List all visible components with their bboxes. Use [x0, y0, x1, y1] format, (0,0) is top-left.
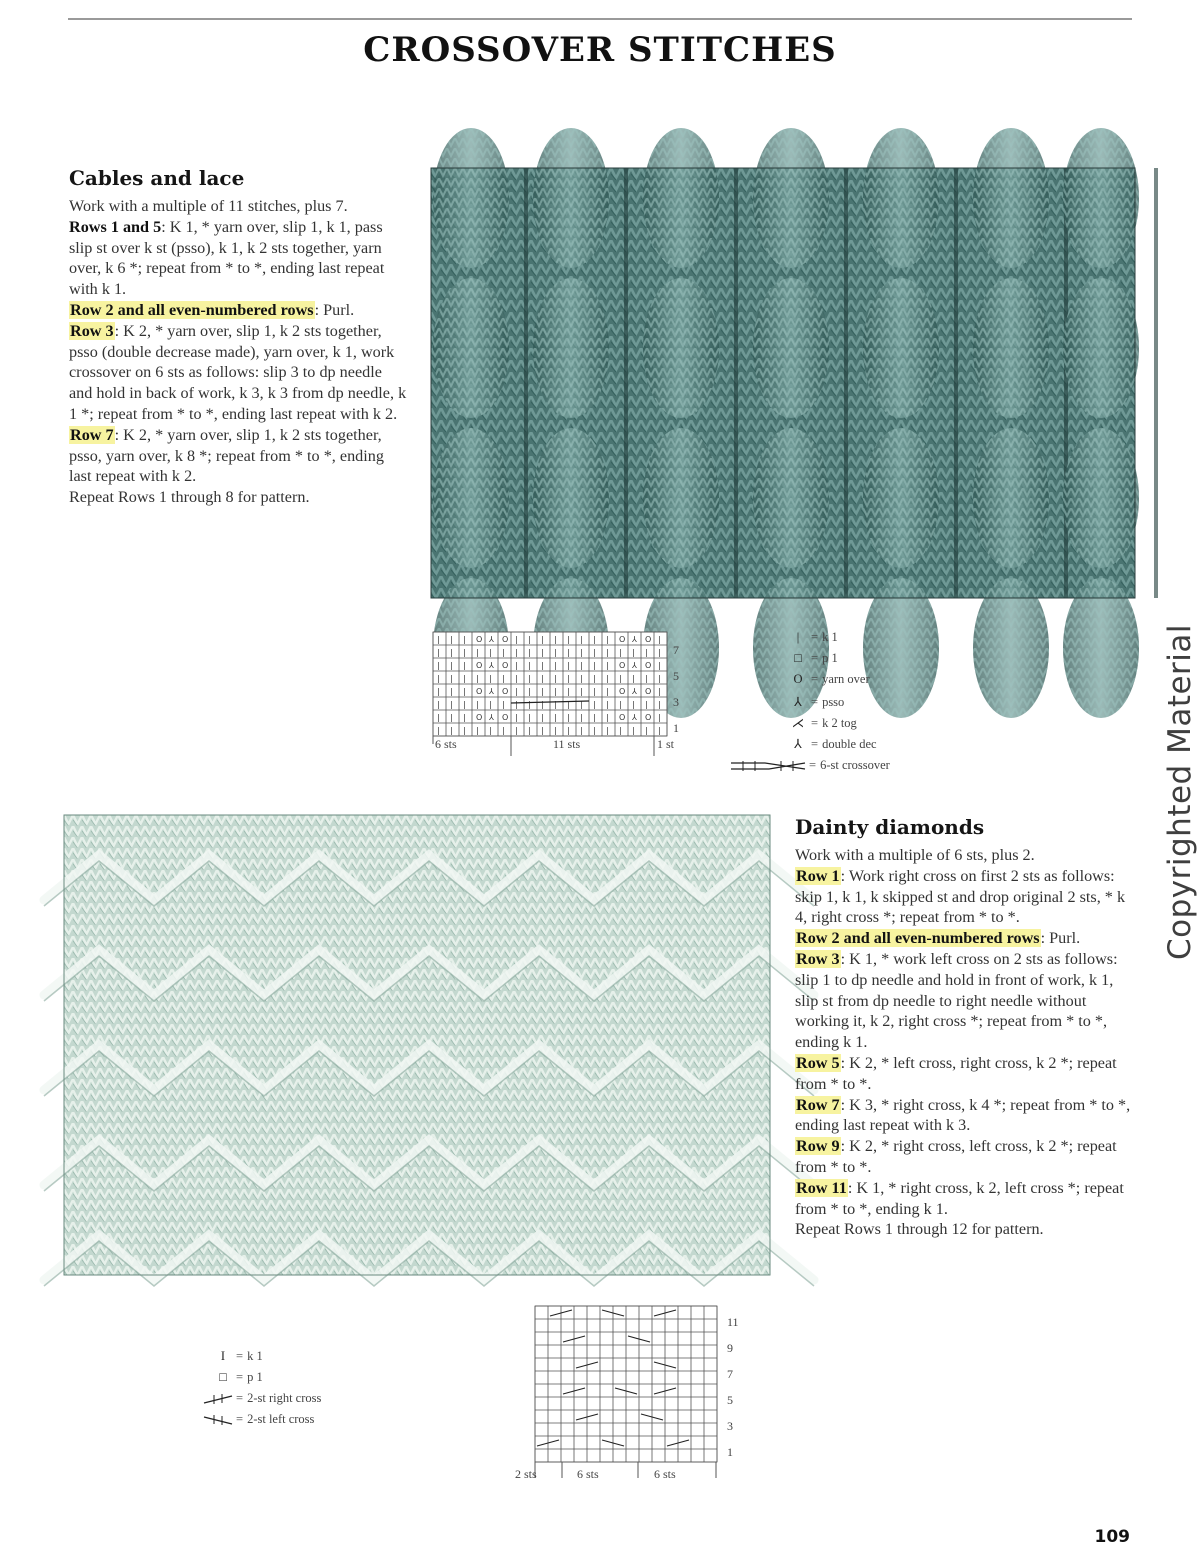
chart-symbol: | — [567, 726, 570, 735]
chart-symbol: | — [541, 726, 544, 735]
legend-double-dec: ⅄ = double dec — [787, 736, 877, 752]
row-label: Row 7 — [70, 425, 114, 444]
chart-symbol: | — [658, 700, 661, 709]
instruction-row — [69, 300, 409, 321]
diamonds-instructions — [795, 815, 1135, 1240]
cable-texture — [753, 428, 829, 568]
cables-instructions — [69, 166, 409, 508]
chart-symbol: ⅄ — [632, 635, 637, 644]
top-rule — [68, 18, 1132, 20]
chart-symbol: | — [593, 648, 596, 657]
chart-symbol: ⅄ — [489, 635, 494, 644]
diamonds-footer-6sts-b: 6 sts — [654, 1467, 676, 1481]
row-text: : Purl. — [1040, 929, 1081, 948]
chart-symbol: O — [619, 713, 626, 722]
chart-symbol: | — [515, 635, 518, 644]
cable-texture — [533, 428, 609, 568]
chart-symbol: O — [476, 713, 483, 722]
chart-symbol: | — [528, 713, 531, 722]
row-label: Rows 1 and 5 — [69, 217, 162, 236]
row-text: : K 2, * left cross, right cross, k 2 *; repeat from * to *. — [795, 1053, 1117, 1093]
instruction-row — [795, 949, 1135, 1053]
cables-row-1: 1 — [673, 721, 679, 735]
instruction-row — [795, 1178, 1135, 1220]
chart-symbol: | — [619, 648, 622, 657]
chart-symbol: | — [645, 700, 648, 709]
knit-icon: I — [220, 1349, 226, 1363]
chart-symbol: | — [450, 713, 453, 722]
chart-symbol: | — [580, 661, 583, 670]
row-text: : K 2, * yarn over, slip 1, k 2 sts together, psso, yarn over, k 8 *; repeat from * to *, ending last repeat with k 2. — [69, 425, 384, 486]
chart-symbol: | — [567, 674, 570, 683]
diamonds-closing: Repeat Rows 1 through 12 for pattern. — [795, 1220, 1044, 1239]
right-cross-icon — [202, 1393, 234, 1405]
chart-symbol: | — [541, 674, 544, 683]
chart-symbol: | — [463, 661, 466, 670]
instruction-row — [795, 866, 1135, 928]
chart-symbol: O — [645, 635, 652, 644]
chart-symbol: | — [502, 648, 505, 657]
row-label: Row 11 — [796, 1178, 847, 1197]
chart-symbol: | — [606, 700, 609, 709]
chart-symbol: | — [450, 648, 453, 657]
chart-symbol: | — [619, 726, 622, 735]
cable-texture — [1063, 278, 1139, 418]
chart-symbol: | — [606, 674, 609, 683]
cables-chart — [433, 632, 693, 760]
cables-footer-1st: 1 st — [657, 737, 675, 751]
chart-symbol: ⅄ — [632, 713, 637, 722]
diamonds-row-7: 7 — [727, 1367, 733, 1381]
cable-texture — [533, 128, 609, 268]
chart-symbol: | — [580, 726, 583, 735]
chart-symbol: ⅄ — [489, 661, 494, 670]
chart-symbol: | — [554, 648, 557, 657]
chart-symbol: ⅄ — [632, 661, 637, 670]
cables-row-7: 7 — [673, 643, 679, 657]
cables-footer-6sts: 6 sts — [435, 737, 457, 751]
chart-symbol: | — [515, 687, 518, 696]
legend-d-p1: □ = p 1 — [212, 1370, 263, 1385]
chart-symbol: O — [476, 661, 483, 670]
chart-symbol: | — [437, 713, 440, 722]
chart-symbol: | — [528, 661, 531, 670]
chart-symbol: | — [619, 700, 622, 709]
chart-symbol: | — [528, 687, 531, 696]
row-text: : Work right cross on first 2 sts as follows: skip 1, k 1, k skipped st and drop original 2 sts, * k 4, right cross *; repeat from * to *. — [795, 866, 1126, 927]
chart-symbol: | — [450, 661, 453, 670]
instruction-row — [795, 1095, 1135, 1137]
chart-symbol: | — [554, 687, 557, 696]
diamonds-swatch-photo — [64, 815, 770, 1275]
chart-symbol: | — [528, 648, 531, 657]
chart-symbol: | — [632, 648, 635, 657]
chart-symbol: | — [606, 648, 609, 657]
chart-symbol: | — [580, 635, 583, 644]
chart-symbol: | — [502, 700, 505, 709]
row-text: : K 1, * right cross, k 2, left cross *; repeat from * to *, ending k 1. — [795, 1178, 1124, 1218]
legend-p1: □ = p 1 — [787, 651, 838, 666]
diamonds-row-3: 3 — [727, 1419, 733, 1433]
cables-swatch-photo — [431, 168, 1135, 598]
chart-symbol: | — [606, 661, 609, 670]
cable-texture — [863, 578, 939, 718]
chart-symbol: | — [515, 700, 518, 709]
chart-symbol: | — [658, 687, 661, 696]
chart-symbol: | — [541, 635, 544, 644]
chart-symbol: ⅄ — [632, 687, 637, 696]
chart-symbol: | — [528, 726, 531, 735]
cable-texture — [753, 128, 829, 268]
cable-texture — [643, 128, 719, 268]
chart-symbol: | — [463, 648, 466, 657]
chart-symbol: | — [567, 635, 570, 644]
chart-symbol: | — [515, 726, 518, 735]
cable-texture — [433, 128, 509, 268]
chart-symbol: | — [463, 674, 466, 683]
cable-texture — [533, 278, 609, 418]
row-label: Row 9 — [796, 1137, 840, 1156]
chart-symbol: O — [502, 635, 509, 644]
chart-symbol: | — [450, 700, 453, 709]
chart-symbol: ⅄ — [489, 687, 494, 696]
chart-symbol: | — [463, 700, 466, 709]
cable-texture — [433, 428, 509, 568]
diamonds-row-5: 5 — [727, 1393, 733, 1407]
chart-symbol: | — [463, 726, 466, 735]
chart-symbol: | — [606, 635, 609, 644]
row-label: Row 1 — [796, 866, 840, 885]
chart-symbol: | — [567, 661, 570, 670]
chart-symbol: | — [606, 687, 609, 696]
cable-texture — [973, 278, 1049, 418]
chart-symbol: O — [619, 661, 626, 670]
chart-symbol: | — [528, 700, 531, 709]
chart-symbol: | — [489, 674, 492, 683]
chart-symbol: ⅄ — [489, 713, 494, 722]
chart-symbol: | — [554, 700, 557, 709]
chart-symbol: | — [593, 687, 596, 696]
chart-symbol: | — [437, 635, 440, 644]
instruction-row — [69, 217, 409, 300]
chart-symbol: O — [476, 687, 483, 696]
diamonds-footer-6sts-a: 6 sts — [577, 1467, 599, 1481]
purl-icon: □ — [794, 651, 802, 665]
chart-symbol: O — [502, 661, 509, 670]
chart-symbol: | — [554, 674, 557, 683]
page-number: 109 — [1094, 1527, 1130, 1547]
chart-symbol: | — [554, 726, 557, 735]
cable-texture — [973, 128, 1049, 268]
chart-symbol: | — [476, 674, 479, 683]
chart-symbol: | — [541, 700, 544, 709]
diamonds-row-9: 9 — [727, 1341, 733, 1355]
copyright-watermark: Copyrighted Material — [1162, 623, 1198, 960]
chart-symbol: | — [645, 726, 648, 735]
chart-symbol: | — [645, 648, 648, 657]
cable-texture — [1063, 428, 1139, 568]
chart-symbol: | — [593, 635, 596, 644]
chart-symbol: | — [658, 674, 661, 683]
row-text: : Purl. — [314, 300, 355, 319]
chart-symbol: | — [632, 726, 635, 735]
chart-symbol: | — [593, 726, 596, 735]
chart-symbol: | — [606, 713, 609, 722]
chart-symbol: | — [580, 687, 583, 696]
instruction-row — [795, 1053, 1135, 1095]
cables-rows — [69, 217, 409, 487]
chart-symbol: | — [476, 648, 479, 657]
chart-symbol: | — [593, 700, 596, 709]
chart-symbol: | — [489, 700, 492, 709]
chart-symbol: | — [463, 713, 466, 722]
cables-row-3: 3 — [673, 695, 679, 709]
chart-symbol: | — [645, 674, 648, 683]
chart-symbol: | — [580, 674, 583, 683]
double-dec-icon: ⅄ — [794, 737, 802, 751]
chart-symbol: | — [580, 700, 583, 709]
chart-symbol: O — [476, 635, 483, 644]
row-text: : K 1, * yarn over, slip 1, k 1, pass slip st over k st (psso), k 1, k 2 sts together, yarn over, k 6 *; repeat from * to *, ending last repeat with k 1. — [69, 217, 385, 299]
legend-k1: | = k 1 — [787, 630, 838, 645]
chart-symbol: | — [658, 726, 661, 735]
instruction-row — [69, 425, 409, 487]
chart-symbol: | — [437, 687, 440, 696]
chart-symbol: | — [502, 726, 505, 735]
legend-6st-crossover: = 6-st crossover — [729, 758, 890, 773]
instruction-row — [795, 928, 1135, 949]
chart-symbol: | — [489, 726, 492, 735]
cables-intro: Work with a multiple of 11 stitches, plus 7. — [69, 197, 348, 215]
k2tog-icon: ⋌ — [791, 716, 805, 730]
cable-texture — [1063, 578, 1139, 718]
row-label: Row 2 and all even-numbered rows — [796, 929, 1040, 948]
chart-symbol: | — [567, 700, 570, 709]
legend-d-right-cross: = 2-st right cross — [202, 1391, 321, 1406]
chart-symbol: | — [541, 713, 544, 722]
psso-icon: ⅄ — [794, 695, 802, 709]
cable-texture — [973, 428, 1049, 568]
chart-symbol: | — [450, 635, 453, 644]
chart-symbol: | — [437, 648, 440, 657]
row-text: : K 1, * work left cross on 2 sts as follows: slip 1 to dp needle and hold in front of work, k 1, slip st from dp needle to right needle without working it, k 2, right cross *; repeat from * to *, ending k 1. — [795, 949, 1118, 1052]
chart-symbol: O — [502, 713, 509, 722]
cable-texture — [1063, 128, 1139, 268]
chart-symbol: | — [658, 713, 661, 722]
chart-symbol: | — [567, 713, 570, 722]
yarn-over-icon: O — [793, 672, 803, 686]
chart-symbol: | — [632, 700, 635, 709]
row-text: : K 3, * right cross, k 4 *; repeat from * to *, ending last repeat with k 3. — [795, 1095, 1131, 1135]
cable-texture — [863, 128, 939, 268]
page-title: CROSSOVER STITCHES — [363, 30, 837, 70]
chart-symbol: | — [554, 661, 557, 670]
cable-texture — [753, 278, 829, 418]
left-cross-icon — [202, 1414, 234, 1426]
row-label: Row 5 — [796, 1053, 840, 1072]
row-text: : K 2, * yarn over, slip 1, k 2 sts together, psso (double decrease made), yarn over, k 1, work crossover on 6 sts as follows: slip 3 to dp needle and hold in back of work, k 3, k 3 from dp needle, k 1 *; repeat from * to *, ending last repeat with k 2. — [69, 321, 407, 423]
chart-symbol: | — [593, 674, 596, 683]
chart-symbol: | — [476, 726, 479, 735]
chart-symbol: | — [528, 635, 531, 644]
chart-symbol: | — [658, 648, 661, 657]
chart-symbol: | — [606, 726, 609, 735]
chart-symbol: | — [437, 661, 440, 670]
chart-symbol: O — [619, 635, 626, 644]
cable-texture — [973, 578, 1049, 718]
chart-symbol: | — [658, 661, 661, 670]
chart-symbol: | — [658, 635, 661, 644]
chart-symbol: | — [502, 674, 505, 683]
row-label: Row 3 — [796, 949, 840, 968]
cable-texture — [643, 428, 719, 568]
diamonds-row-11: 11 — [727, 1315, 739, 1329]
chart-symbol: | — [437, 700, 440, 709]
chart-symbol: O — [645, 687, 652, 696]
chart-symbol: | — [515, 648, 518, 657]
cables-footer-11sts: 11 sts — [553, 737, 581, 751]
chart-symbol: | — [515, 713, 518, 722]
chart-symbol: O — [619, 687, 626, 696]
chart-symbol: | — [567, 648, 570, 657]
legend-d-k1: I = k 1 — [212, 1349, 263, 1364]
chart-symbol: | — [619, 674, 622, 683]
cable-texture — [863, 428, 939, 568]
instruction-row — [69, 321, 409, 425]
chart-symbol: | — [463, 687, 466, 696]
chart-symbol: | — [580, 713, 583, 722]
cables-closing: Repeat Rows 1 through 8 for pattern. — [69, 488, 310, 507]
chart-symbol: O — [645, 661, 652, 670]
diamonds-footer-2sts: 2 sts — [515, 1467, 537, 1481]
instruction-row — [795, 1136, 1135, 1178]
chart-symbol: | — [593, 713, 596, 722]
cables-row-5: 5 — [673, 669, 679, 683]
row-label: Row 2 and all even-numbered rows — [70, 300, 314, 319]
chart-symbol: | — [541, 687, 544, 696]
diamonds-chart — [515, 1306, 755, 1488]
chart-symbol: | — [437, 726, 440, 735]
legend-k2tog: ⋌ = k 2 tog — [787, 715, 857, 731]
chart-symbol: | — [476, 700, 479, 709]
row-text: : K 2, * right cross, left cross, k 2 *; repeat from * to *. — [795, 1137, 1117, 1176]
cable-texture — [643, 278, 719, 418]
chart-symbol: | — [541, 648, 544, 657]
chart-symbol: | — [515, 674, 518, 683]
chart-symbol: | — [528, 674, 531, 683]
legend-d-left-cross: = 2-st left cross — [202, 1412, 314, 1427]
chart-symbol: O — [502, 687, 509, 696]
diamonds-row-1: 1 — [727, 1445, 733, 1459]
chart-symbol: | — [450, 726, 453, 735]
chart-symbol: | — [515, 661, 518, 670]
chart-symbol: | — [489, 648, 492, 657]
six-st-crossover-icon — [729, 759, 807, 773]
chart-symbol: O — [645, 713, 652, 722]
chart-symbol: | — [450, 674, 453, 683]
chart-symbol: | — [554, 635, 557, 644]
chart-symbol: | — [541, 661, 544, 670]
legend-yarn-over: O = yarn over — [787, 672, 870, 687]
row-label: Row 7 — [796, 1095, 840, 1114]
diamonds-rows — [795, 866, 1135, 1220]
chart-symbol: | — [632, 674, 635, 683]
chart-symbol: | — [437, 674, 440, 683]
legend-psso: ⅄ = psso — [787, 694, 844, 710]
chart-symbol: | — [450, 687, 453, 696]
row-label: Row 3 — [70, 321, 114, 340]
knit-icon: | — [796, 630, 800, 644]
cables-title: Cables and lace — [69, 166, 245, 190]
purl-icon: □ — [219, 1370, 227, 1384]
diamonds-intro: Work with a multiple of 6 sts, plus 2. — [795, 846, 1035, 864]
chart-symbol: | — [580, 648, 583, 657]
chart-symbol: | — [463, 635, 466, 644]
cable-texture — [863, 278, 939, 418]
diamonds-title: Dainty diamonds — [795, 815, 985, 839]
chart-symbol: | — [567, 687, 570, 696]
cable-texture — [433, 278, 509, 418]
chart-symbol: | — [554, 713, 557, 722]
chart-symbol: | — [593, 661, 596, 670]
